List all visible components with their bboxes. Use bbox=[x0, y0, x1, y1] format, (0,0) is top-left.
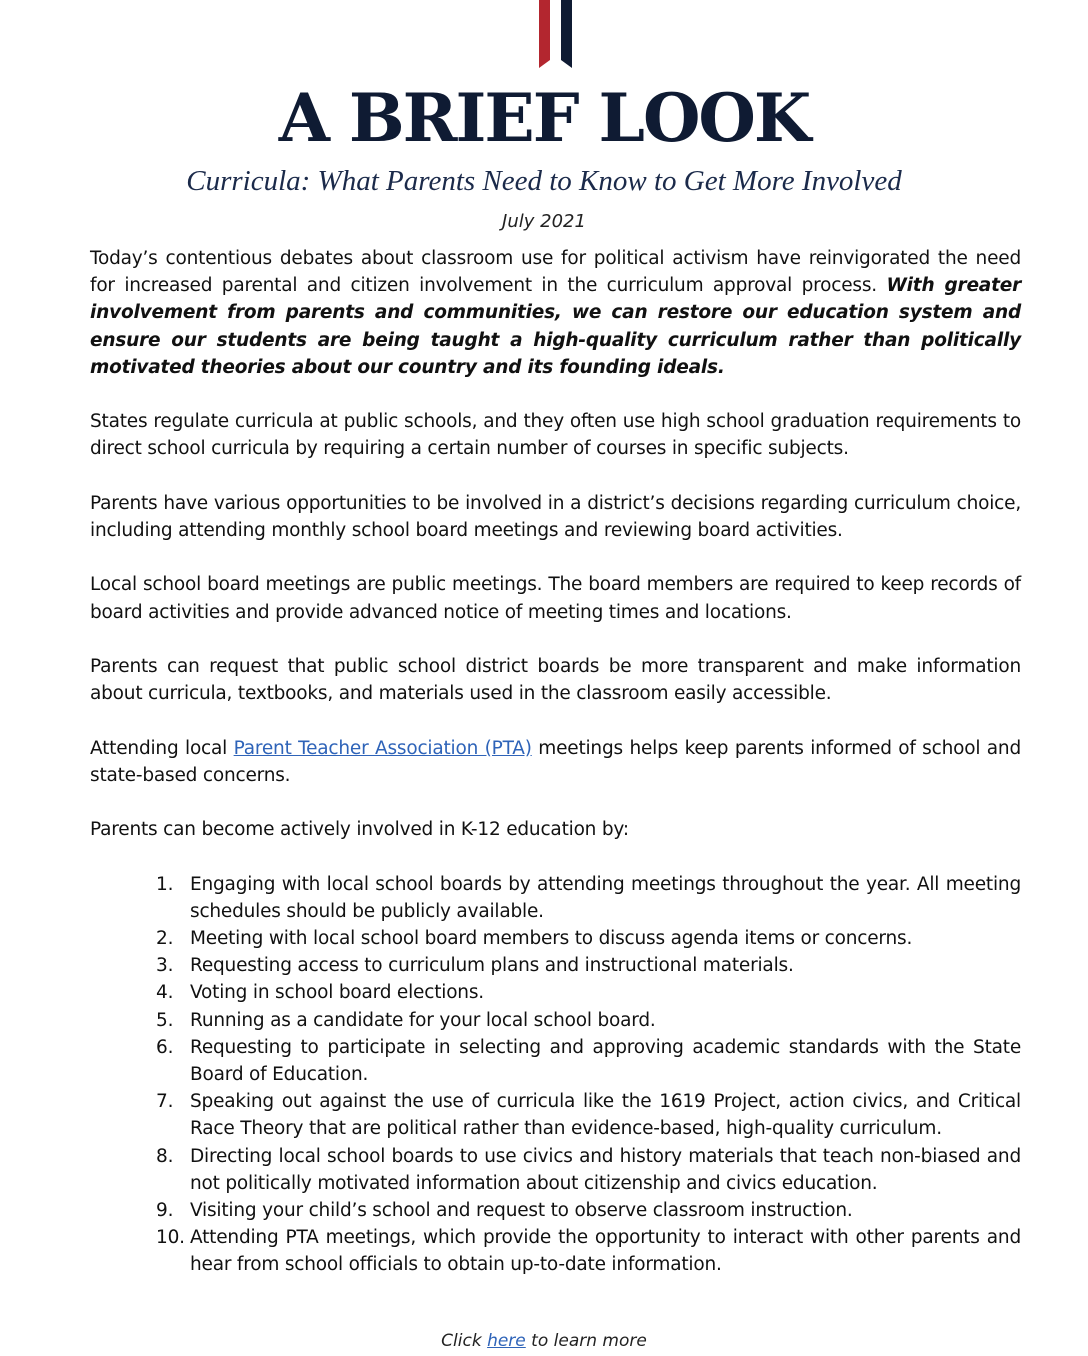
list-item bbox=[90, 979, 1021, 1006]
list-item bbox=[90, 1143, 1021, 1197]
list-item bbox=[90, 952, 1021, 979]
list-item-text: Directing local school boards to use civics and history materials that teach non-biased and not politically motivated information about citizenship and civics education. bbox=[190, 1145, 1021, 1194]
paragraph-pta bbox=[90, 735, 1021, 789]
paragraph-state-regulation: States regulate curricula at public schools, and they often use high school graduation requirements to direct school curricula by requiring a certain number of courses in specific subjects. bbox=[90, 411, 1021, 460]
list-item-number: 5. bbox=[156, 1009, 174, 1031]
footer-text-after: to learn more bbox=[525, 1331, 647, 1351]
list-intro: Parents can become actively involved in K-12 education by: bbox=[90, 819, 629, 841]
list-item-number: 6. bbox=[156, 1036, 174, 1058]
list-item-text: Engaging with local school boards by attending meetings throughout the year. All meeting schedules should be publicly available. bbox=[190, 873, 1021, 922]
intro-emphasis: With greater involvement from parents and communities, we can restore our education system and ensure our students are being taught a high-quality curriculum rather than politically motivated theories about our country and its founding ideals. bbox=[90, 275, 1021, 378]
list-item bbox=[90, 1088, 1021, 1142]
list-item-number: 3. bbox=[156, 955, 174, 977]
list-item-number: 7. bbox=[156, 1091, 174, 1113]
ribbon-navy-stripe bbox=[561, 0, 572, 68]
pta-link[interactable]: Parent Teacher Association (PTA) bbox=[233, 737, 532, 759]
list-item-text: Requesting to participate in selecting and approving academic standards with the State Board of Education. bbox=[190, 1036, 1021, 1085]
paragraph-board-meetings: Local school board meetings are public meetings. The board members are required to keep records of board activities and provide advanced notice of meeting times and locations. bbox=[90, 574, 1021, 623]
involvement-list bbox=[90, 871, 1021, 1279]
list-item bbox=[90, 1197, 1021, 1224]
ribbon-gap bbox=[550, 0, 561, 60]
list-item bbox=[90, 925, 1021, 952]
learn-more-link[interactable]: here bbox=[487, 1331, 526, 1351]
list-item-text: Requesting access to curriculum plans and instructional materials. bbox=[190, 955, 794, 977]
list-item bbox=[90, 1224, 1021, 1278]
page-title: A BRIEF LOOK bbox=[278, 79, 810, 157]
paragraph-transparency: Parents can request that public school district boards be more transparent and make information about curricula, textbooks, and materials used in the classroom easily accessible. bbox=[90, 655, 1021, 705]
footer-note bbox=[0, 1328, 1088, 1354]
list-item-text: Attending PTA meetings, which provide the opportunity to interact with other parents and hear from school officials to obtain up-to-date information. bbox=[190, 1227, 1021, 1276]
intro-text: Today’s contentious debates about classroom use for political activism have reinvigorated the need for increased parental and citizen involvement in the curriculum approval process. bbox=[90, 248, 1021, 297]
list-item-number: 4. bbox=[156, 982, 174, 1004]
list-item bbox=[90, 1034, 1021, 1088]
ribbon-red-stripe bbox=[539, 0, 550, 68]
publication-date: July 2021 bbox=[502, 211, 586, 232]
ribbon-logo bbox=[539, 0, 575, 68]
list-item-text: Speaking out against the use of curricula like the 1619 Project, action civics, and Critical Race Theory that are political rather than evidence-based, high-quality curriculum. bbox=[190, 1091, 1021, 1140]
list-item-text: Voting in school board elections. bbox=[190, 982, 484, 1004]
document-body bbox=[90, 245, 1021, 1279]
list-item-number: 9. bbox=[156, 1200, 174, 1221]
list-item-number: 1. bbox=[156, 873, 174, 895]
list-item-text: Running as a candidate for your local school board. bbox=[190, 1009, 656, 1031]
list-item-number: 2. bbox=[156, 927, 174, 949]
list-item-number: 10. bbox=[156, 1227, 185, 1249]
list-item-text: Meeting with local school board members to discuss agenda items or concerns. bbox=[190, 927, 913, 949]
footer-text-before: Click bbox=[441, 1331, 488, 1351]
list-item-number: 8. bbox=[156, 1145, 174, 1167]
pta-text-before: Attending local bbox=[90, 737, 234, 759]
list-item bbox=[90, 1007, 1021, 1034]
intro-paragraph bbox=[90, 245, 1021, 381]
list-item-text: Visiting your child’s school and request to observe classroom instruction. bbox=[190, 1200, 853, 1221]
pta-text-after: meetings helps keep parents informed of school and state-based concerns. bbox=[90, 737, 1021, 786]
paragraph-parent-opportunities: Parents have various opportunities to be involved in a district’s decisions regarding curriculum choice, including attending monthly school board meetings and reviewing board activities. bbox=[90, 492, 1021, 541]
list-item bbox=[90, 871, 1021, 925]
page-subtitle: Curricula: What Parents Need to Know to Get More Involved bbox=[186, 165, 902, 197]
